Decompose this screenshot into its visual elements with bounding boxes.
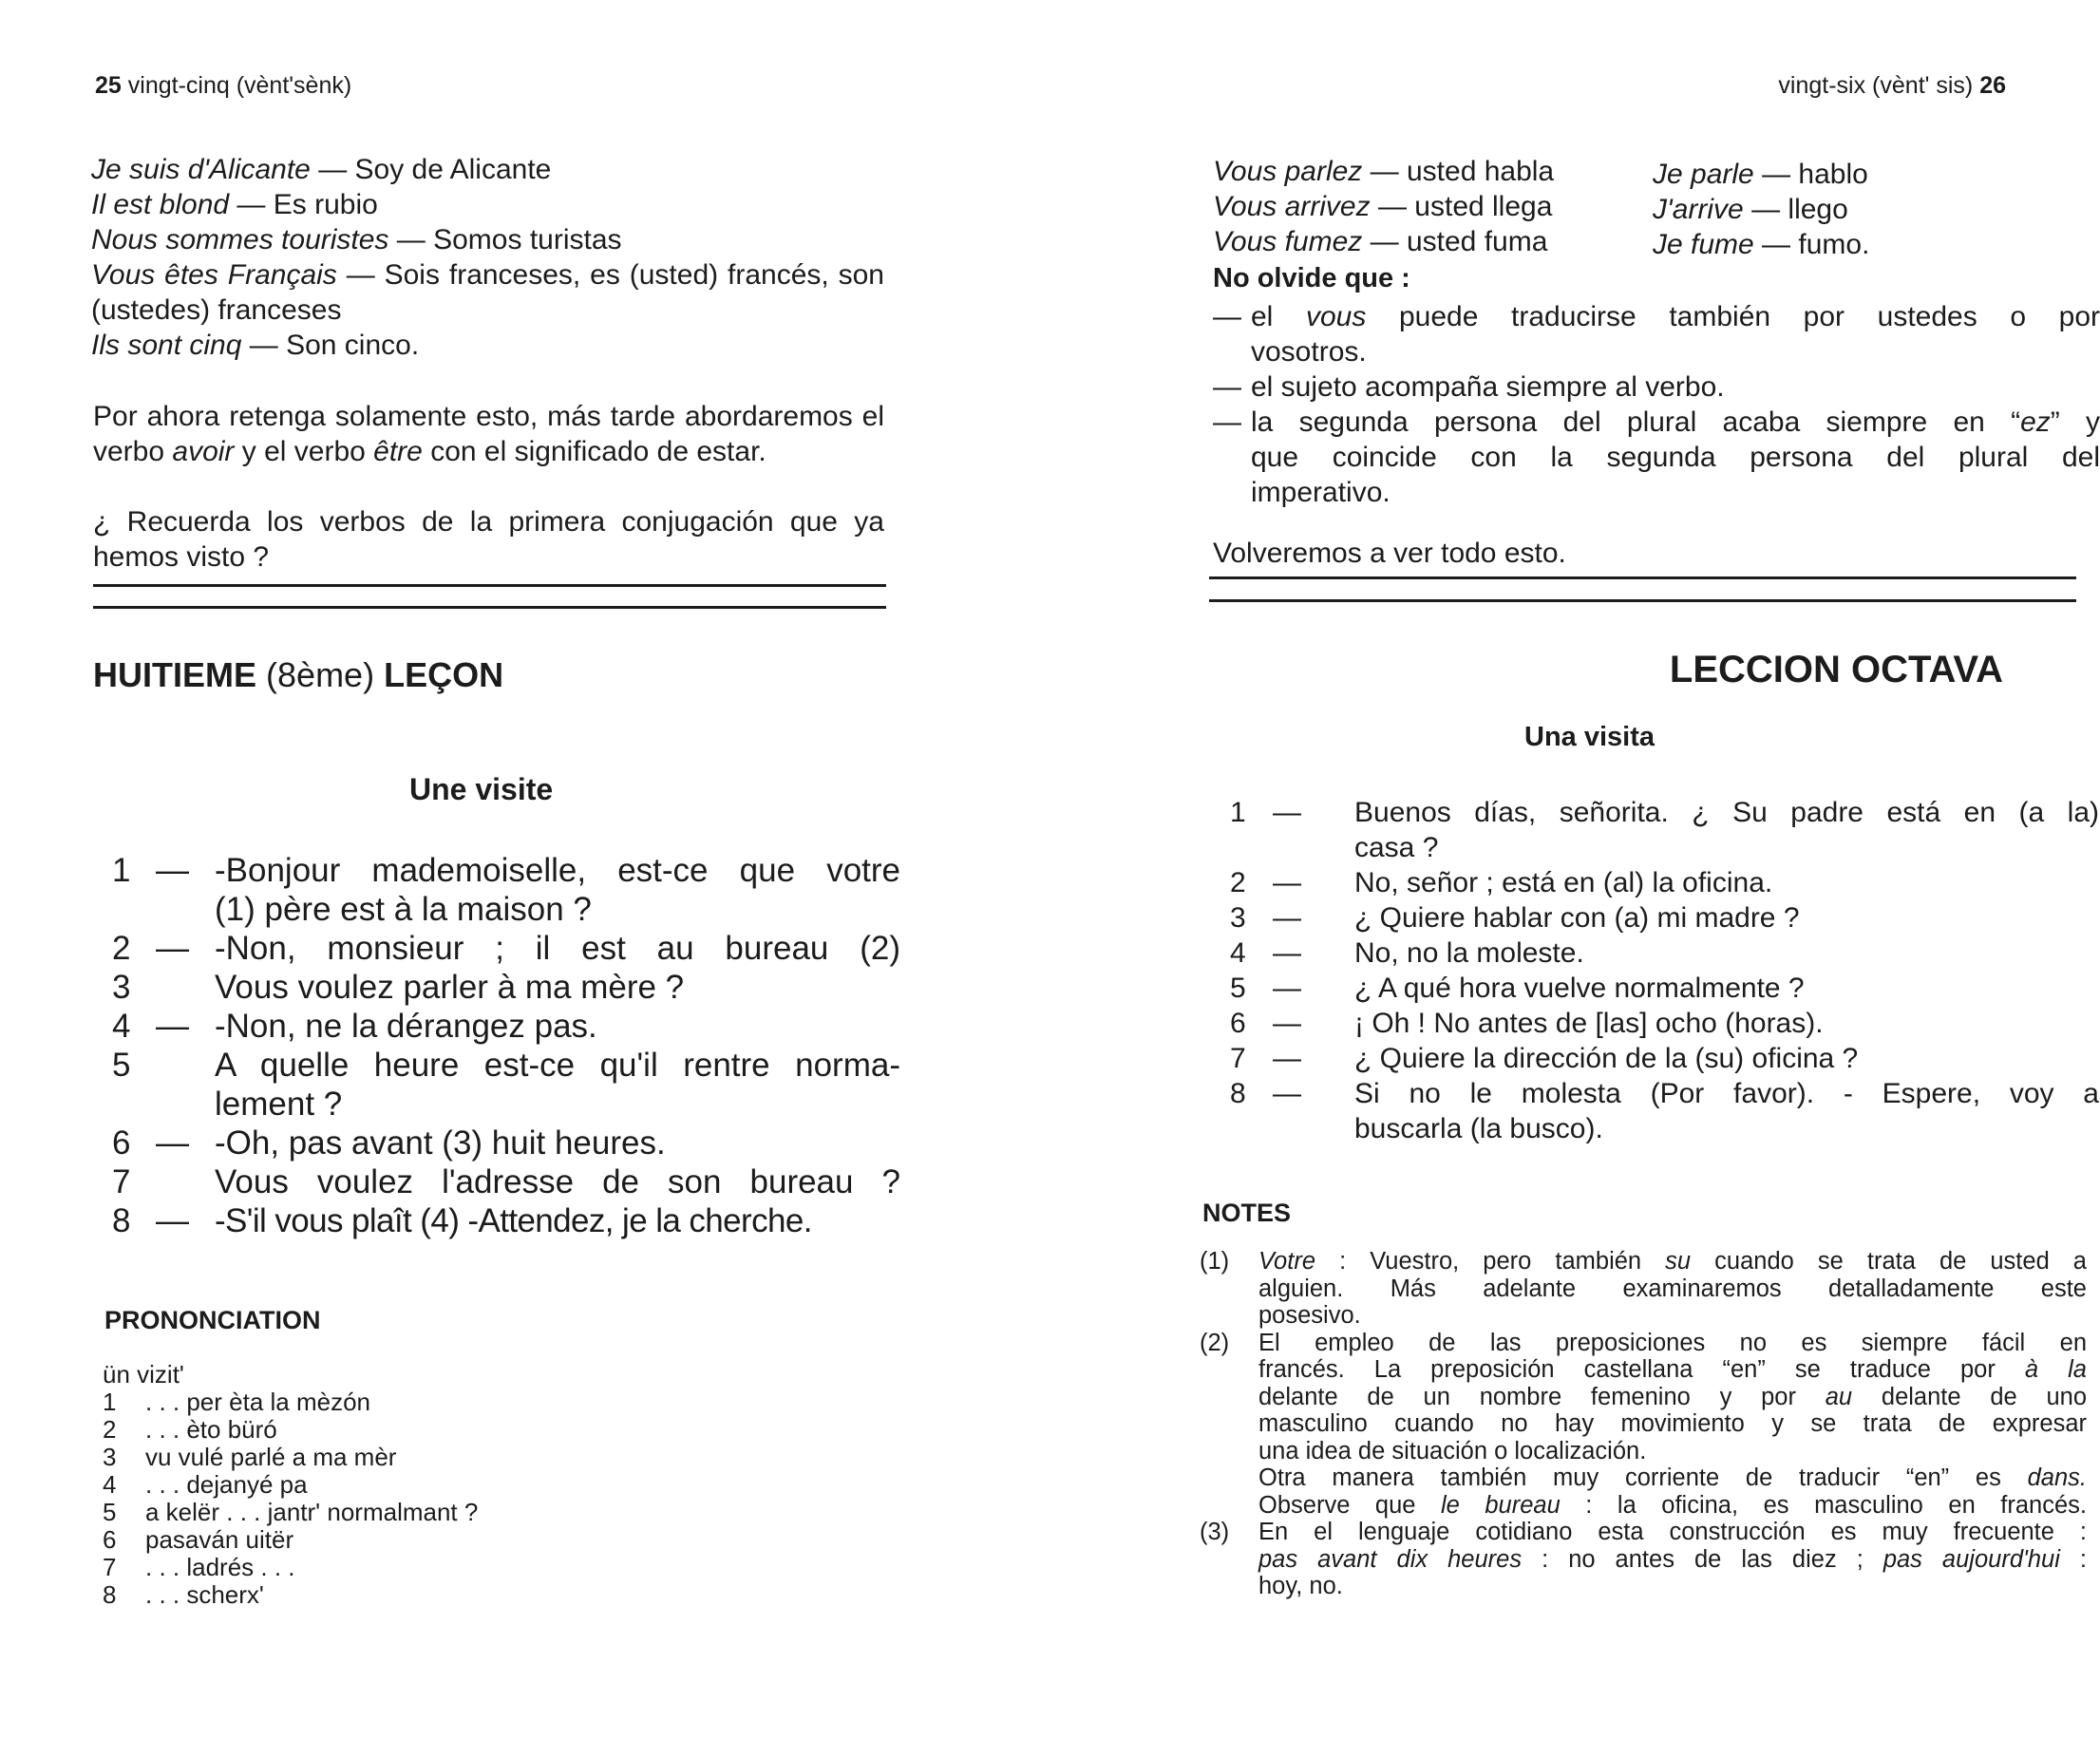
pronunciation-line: 7 . . . ladrés . . . — [103, 1553, 295, 1581]
bullet-item: — el vous puede traducirse también por ustedes o por vosotros. — [1213, 301, 2100, 368]
example-line: Je suis d'Alicante — Soy de Alicante — [91, 154, 552, 185]
conjugation-line: Vous arrivez — usted llega — [1213, 191, 1553, 222]
right-page — [1045, 0, 2100, 1757]
bullet-list — [1213, 299, 2100, 510]
page-number: 26 — [1979, 72, 2006, 99]
conjugation-left — [1213, 154, 1554, 259]
divider — [93, 584, 886, 587]
pronunciation-line: 8 . . . scherx' — [103, 1580, 264, 1609]
paragraph: ¿ Recuerda los verbos de la primera conjugación que ya hemos visto ? — [93, 506, 884, 573]
notes-list — [1200, 1248, 2087, 1600]
dialogue-line: 8 — Si no le molesta (Por favor). - Espere, voy a buscarla (la busco). — [1230, 1078, 2099, 1144]
bullet-item: — el sujeto acompaña siempre al verbo. — [1213, 371, 1725, 403]
lesson-title: HUITIEME (8ème) LEÇON — [93, 655, 504, 694]
lesson-subtitle: Une visite — [409, 772, 554, 806]
pronunciation-line: 3 vu vulé parlé a ma mèr — [103, 1443, 397, 1471]
page-number-word: vingt-cinq (vènt'sènk) — [127, 72, 352, 99]
dialogue-line: 7 — ¿ Quiere la dirección de la (su) oficina ? — [1230, 1043, 1859, 1074]
dialogue-line: 1 — -Bonjour mademoiselle, est-ce que votre (1) père est à la maison ? — [112, 852, 900, 928]
dialogue-line: 4 — -Non, ne la dérangez pas. — [112, 1008, 597, 1045]
dialogue-line: 5 A quelle heure est-ce qu'il rentre norma- lement ? — [112, 1047, 900, 1123]
dialogue-line: 6 — -Oh, pas avant (3) huit heures. — [112, 1124, 666, 1162]
lesson-title: LECCION OCTAVA — [1669, 649, 2003, 690]
conjugation-line: Je parle — hablo — [1653, 159, 1868, 190]
pronunciation-line: 6 pasaván uitër — [103, 1525, 294, 1554]
closing-line: Volveremos a ver todo esto. — [1213, 538, 1566, 569]
conjugation-line: J'arrive — llego — [1653, 194, 1848, 225]
left-folio — [95, 72, 351, 100]
note-item: (3) En el lenguaje cotidiano esta construcción es muy frecuente : pas avant dix heures : no antes de las diez ; pas aujourd'hui : hoy, no. — [1200, 1519, 2087, 1599]
dialogue-line: 5 — ¿ A qué hora vuelve normalmente ? — [1230, 973, 1805, 1004]
paragraph: Por ahora retenga solamente esto, más tarde abordaremos el verbo avoir y el verbo être con el significado de estar. — [93, 401, 884, 467]
example-line: Il est blond — Es rubio — [91, 189, 378, 220]
pronunciation-line: 4 . . . dejanyé pa — [103, 1470, 308, 1499]
right-folio — [1778, 72, 2006, 100]
dialogue-line: 2 — -Non, monsieur ; il est au bureau (2) — [112, 930, 900, 967]
dialogue-line: 8 — -S'il vous plaît (4) -Attendez, je la cherche. — [112, 1202, 812, 1239]
left-page — [0, 0, 1045, 1757]
page-number-word: vingt-six (vènt' sis) — [1778, 72, 1974, 99]
divider — [93, 606, 886, 609]
conjugation-line: Je fume — fumo. — [1653, 229, 1870, 260]
dialogue — [1230, 795, 2099, 1146]
pronunciation-heading: PRONONCIATION — [104, 1306, 321, 1334]
dialogue-line: 1 — Buenos días, señorita. ¿ Su padre está en (a la) casa ? — [1230, 797, 2099, 863]
note-heading: No olvide que : — [1213, 263, 1410, 293]
lesson-subtitle: Una visita — [1524, 722, 1655, 752]
dialogue-line: 7 Vous voulez l'adresse de son bureau ? — [112, 1163, 900, 1200]
conjugation-right — [1653, 157, 1869, 262]
example-line: Nous sommes touristes — Somos turistas — [91, 224, 622, 255]
pronunciation-line: 5 a kelër . . . jantr' normalmant ? — [103, 1498, 479, 1526]
dialogue-line: 4 — No, no la moleste. — [1230, 937, 1584, 969]
note-item: (2) El empleo de las preposiciones no es siempre fácil en francés. La preposición castellana “en” se traduce por à la delante de un nombre femenino y por au delante de uno masculino cuando no hay movimiento y se trata de expresar una idea de situación o localización. Otra manera también muy corriente de traducir “en” es dans. Observe que le bureau : la oficina, es masculino en francés. — [1200, 1329, 2088, 1519]
dialogue-line: 2 — No, señor ; está en (al) la oficina. — [1230, 867, 1773, 898]
dialogue-line: 3 Vous voulez parler à ma mère ? — [112, 969, 685, 1006]
note-item: (1) Votre : Vuestro, pero también su cuando se trata de usted a alguien. Más adelante examinaremos detalladamente este posesivo. — [1200, 1248, 2087, 1329]
pronunciation-line: 1 . . . per èta la mèzón — [103, 1388, 371, 1416]
pronunciation-list — [103, 1361, 478, 1609]
example-line: Ils sont cinq — Son cinco. — [91, 330, 420, 361]
conjugation-line: Vous parlez — usted habla — [1213, 156, 1555, 187]
page-number: 25 — [95, 72, 122, 99]
divider — [1209, 576, 2076, 579]
dialogue-line: 3 — ¿ Quiere hablar con (a) mi madre ? — [1230, 902, 1800, 934]
example-block — [91, 152, 884, 363]
dialogue-line: 6 — ¡ Oh ! No antes de [las] ocho (horas). — [1230, 1008, 1824, 1039]
dialogue — [112, 851, 900, 1240]
notes-heading: NOTES — [1202, 1199, 1292, 1227]
conjugation-line: Vous fumez — usted fuma — [1213, 226, 1548, 257]
bullet-item: — la segunda persona del plural acaba siempre en “ez” y que coincide con la segunda persona del plural del imperativo. — [1213, 406, 2100, 508]
example-line: Vous êtes Français — Sois franceses, es (usted) francés, son (ustedes) franceses — [91, 259, 884, 326]
divider — [1209, 599, 2076, 602]
pronunciation-line: ün vizit' — [103, 1360, 184, 1389]
pronunciation-line: 2 . . . èto büró — [103, 1415, 277, 1444]
